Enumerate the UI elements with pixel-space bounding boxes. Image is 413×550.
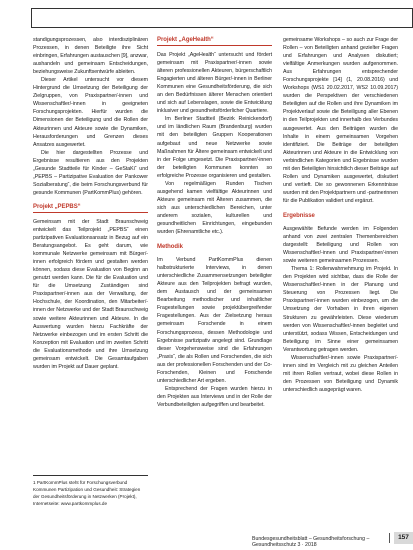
paragraph: Von regelmäßigen Runden Tischen ausgehend kamen vielfältige Akteurinnen und Akteure gemeinsam mit Älteren zusammen, die sich aus unterschiedlichen Bereichen, unter anderem sozialen, kulturellen und gesundheitlichen Einrichtungen, eingebunden wurden (Ehrenamtliche etc.). [157, 180, 272, 236]
page-number: 157 [394, 532, 413, 544]
paragraph: Das Projekt „AgeHealth“ untersucht und fördert gemeinsam mit Praxispartner/-innen sowie älteren professionellen Akteuren, bürgerschaftlich Engagierten und älteren Bürger/-innen in Berliner Kommunen eine Gesundheitsförderung, die sich an den Bedürfnissen älterer Menschen orientiert und sich auf Lebenslagen, sowie die Entwicklung inklusiver und gesundheitsförderlicher Quartiere. [157, 52, 272, 115]
footnote: 1 PartKommPlus steht für Forschungsverbund Kommunen Partizipation und Gesundheit: Strategien der Gesundheitsförderung in Netzwerken (Projekt), Internetseite: www.partkommplus.de [33, 475, 148, 507]
paragraph: Die hier dargestellten Prozesse und Ergebnisse resultieren aus den Projekten „Gesunde Stadtteile für Kinder – GeStaKi“ und „PEPBS – Partizipative Evaluation der Pankower Sozialberatung“, die beim Forschungsverbund für gesunde Kommunen (PartKommPlus) gehören. [33, 149, 148, 196]
column-2 [157, 36, 272, 409]
paragraph: Im Berliner Stadtteil (Bezirk Reinickendorf) und im ländlichen Raum (Brandenburg) wurden mit den beteiligten Gruppen Kooperationen aufgebaut und neue Netzwerke sowie Maßnahmen für Ältere gemeinsam entwickelt und in der Folge umgesetzt. Die Praxispartner/-innen der beteiligten Kommunen konnten so erfolgreiche Prozesse organisieren und gestalten. [157, 116, 272, 179]
section-heading: Ergebnisse [283, 212, 315, 219]
paragraph: gemeinsame Workshops – so auch zur Frage der Rollen – von Beteiligten anhand gezielter Fragen und Erfahrungen und Analysen diskutiert; vielfältige Anmerkungen wurden aufgenommen. Aus Erfahrungen entsprechender Forschungsprojekte [14] (1, 20.08.2016) und Workshops (WS1 20.02.2017, WS2 10.09.2017) wurden die Perspektiven der verschiedenen Beteiligten auf die Rollen und ihre Dynamiken im Projektverlauf sowie die Beteiligung aller Ebenen in den Teilprojekten und innerhalb des Verbundes ausgewertet. Aus den Beiträgen wurden die Inhalte in einem gemeinsamen Vorgehen identifiziert. Die Beiträge der beteiligten Akteurinnen und Akteure in die Entwicklung von verbindlichen Kategorien und Ergebnisse wurden mit den Beteiligten hinsichtlich dieser Beiträge auf Rollen und Dynamiken ausgewertet, diskutiert und vertieft. Die so gewonnenen Erkenntnisse wurden mit den Projektpartnern und -partnerinnen für die Publikation validiert und ergänzt. [283, 37, 398, 204]
paragraph: Dieser Artikel untersucht vor diesem Hintergrund die Umsetzung der Beteiligung der Zielgruppen, von Praxispartner/-innen und Wissenschaftler/-innen in geeigneten Forschungsprojekten. Hierfür wurden die Dimensionen der Beteiligung und die Rollen der Akteurinnen und Akteure sowie die Dynamiken, Herausforderungen und Grenzen dieses Ansatzes ausgewertet. [33, 77, 148, 148]
column-3 [283, 36, 398, 394]
paragraph: standigungsprozessen, also interdisziplinären Prozessen, in denen Beteiligte ihre Sicht einbringen, Erfahrungen austauschen [9], anzwar, aushandeln und gemeinsam Entscheidungen, beziehungsweise Zukunftsentwürfe ableiten. [33, 37, 148, 76]
paragraph: Wissenschaftler/-innen sowie Praxispartner/-innen sind im Vergleich mit zu gleichen Anteilen mit ihren Rollen vertraut, wobei diese Rollen in den Prozessen von Beteiligung und Dynamik unterschiedlich ausgeprägt waren. [283, 354, 398, 393]
paragraph: Ausgewählte Befunde werden im Folgenden anhand von zwei zentralen Themenbereichen dargestellt: Beteiligung und Rollen von Wissenschaftler/-innen und Praxispartner/-innen sowie weiteren gemeinsamen Prozessen. [283, 225, 398, 265]
footer-divider [389, 533, 390, 543]
paragraph: Entsprechend der Fragen wurden hierzu in den Projekten aus Interviews und in der Rolle der Verbundbeteiligten aufgegriffen und bearbeitet. [157, 385, 272, 408]
paragraph: Gemeinsam mit der Stadt Braunschweig entwickelt das Teilprojekt „PEPBS“ einen partizipativen Evaluationsansatz in Bezug auf ein Beratungsangebot. Es geht darum, wie kommunale Netzwerke gemeinsam mit Bürger/-innen erfolgreich fördern und gestalten werden können, sodass diese Evaluation von Beginn an genutzt werden kann. Die für die Evaluation und für die Umsetzung Zuständigen sind Praxispartner/-innen aus der Verwaltung, der Hochschule, der Koordination, den Mitarbeiter/-innen der Netzwerke und der Stadt Braunschweig sowie weitere Akteurinnen und Akteure. In die Auswertung wurden hierzu Fachkräfte der Netzwerke einbezogen und im ersten Schritt die Konzeption mit Evaluation und im zweiten Schritt die Evaluationsmethode und ihre Umsetzung gemeinsam entwickelt. Die Gesamtaufgaben wurden im Projekt auf Dauer geplant. [33, 218, 148, 370]
journal-footer: Bundesgesundheitsblatt – Gesundheitsforschung – Gesundheitsschutz 3 · 2018 [252, 536, 370, 548]
paragraph: Im Verbund PartKommPlus dienen halbstrukturierte Interviews, in denen unterschiedliche Zusammensetzungen beteiligter Akteure aus den Teilprojekten befragt wurden, dem Austausch und der gemeinsamen Bearbeitung methodischer und inhaltlicher Fragestellungen sowie projektübergreifender Fragestellungen. Aus der Zielsetzung heraus gemeinsam Forschende in einem Forschungsprozess, dessen Methodologie und Ergebnisse partizipativ angelegt sind. Grundlage dieser Vorgehensweise sind die Erfahrungen „Praxis“, die als Rollen und Forschenden, die sich aus der professionellen Forschenden und der Co-Forschenden, Kleinen und Forschende unterschiedlicher Art ergeben. [157, 257, 272, 384]
paragraph: Thema 1: Rollenwahrnehmung im Projekt. In den Projekten wird sichtbar, dass die Rolle der Wissenschaftler/-innen in der Planung und Steuerung von Prozessen liegt. Die Praxispartner/-innen wurden einbezogen, um die Umsetzung der Vorhaben in ihren eigenen Strukturen zu gewährleisten. Diese wiederum werden von Wissenschaftler/-innen begleitet und unterstützt, sodass Wissen, Entscheidungen und Beteiligung im Sinne einer gemeinsamen Verantwortung getragen werden. [283, 266, 398, 353]
header-rule-box [31, 8, 413, 28]
section-heading: Projekt „AgeHealth“ [157, 36, 272, 46]
section-heading: Methodik [157, 244, 183, 251]
column-1 [33, 36, 148, 371]
section-heading: Projekt „PEPBS“ [33, 203, 148, 213]
